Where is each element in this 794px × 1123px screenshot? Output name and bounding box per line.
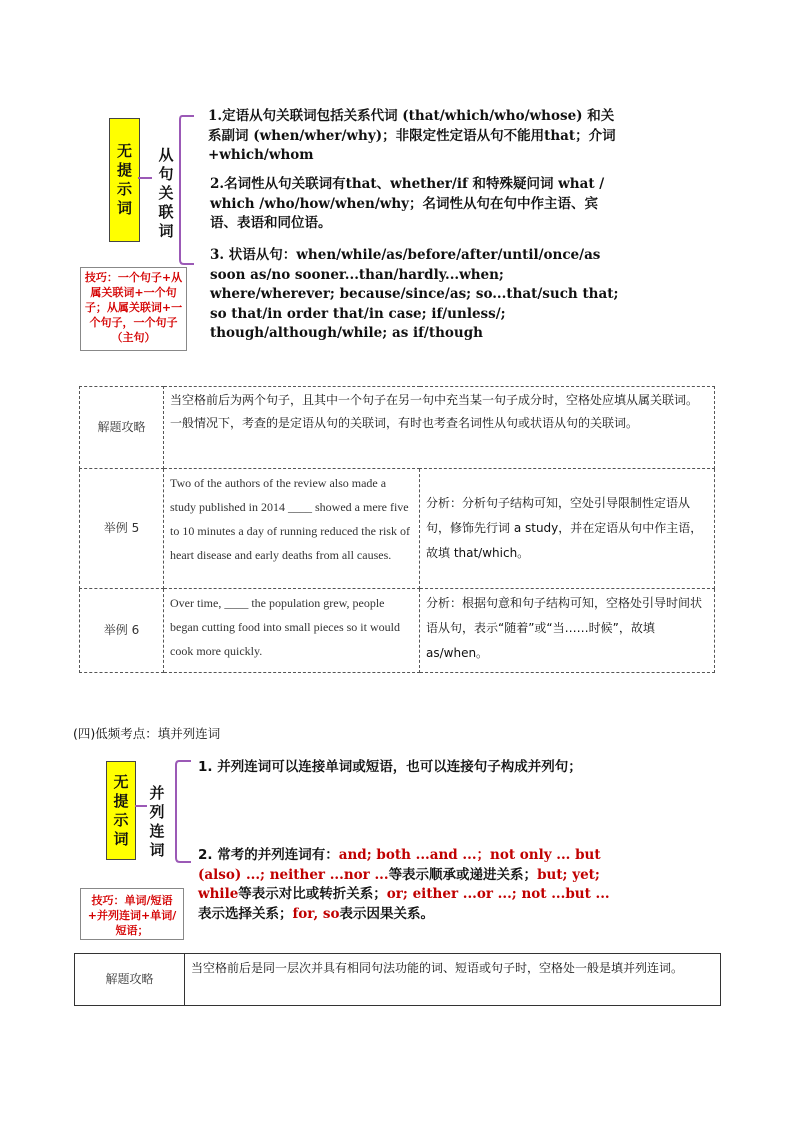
- box-char: 词: [113, 829, 129, 848]
- text-run: or; either ...or ...; not ...but ...: [386, 886, 610, 902]
- common-conjunctions-text: [198, 846, 618, 924]
- strategy-table-1: [79, 386, 715, 673]
- text-run: 表示选择关系；: [198, 905, 293, 922]
- text-run: and; both ...and ...；: [338, 847, 491, 863]
- table-cell: 当空格前后为两个句子，且其中一个句子在另一句中充当某一句子成分时，空格处应填从属关联词。一般情况下，考查的是定语从句的关联词，有时也考查名词性从句或状语从句的关联词。: [164, 387, 715, 469]
- label-char: 连: [149, 822, 165, 840]
- box-char: 示: [116, 180, 132, 198]
- label-char: 句: [158, 165, 174, 183]
- analysis-text: 分析：根据句意和句子结构可知，空格处引导时间状语从句，表示“随着”或“当……时候”，故填 as/when。: [420, 589, 715, 673]
- table-label: 解题攻略: [75, 954, 185, 1006]
- box-char: 提: [113, 791, 129, 810]
- table-row: [75, 954, 721, 1006]
- label-char: 词: [158, 222, 174, 240]
- box-char: 无: [116, 142, 132, 160]
- box-char: 词: [116, 199, 132, 217]
- text-run: for, so: [292, 905, 340, 922]
- adverbial-clause-text: 3. 状语从句：when/while/as/before/after/until/once/as soon as/no sooner...than/hardly...when; where/wherever; because/since/as; so...that/such that; so that/in order that/in case; if/unless/; though/although/while; as if/though: [210, 247, 619, 341]
- example-sentence: Over time, ____ the population grew, people began cutting food into small pieces so it would cook more quickly.: [164, 589, 420, 673]
- text-run: 表示因果关系。: [339, 905, 434, 922]
- label-char: 并: [149, 784, 165, 802]
- table-label: 举例 6: [80, 589, 164, 673]
- bracket-connector-2: [133, 756, 198, 868]
- table-cell: 当空格前后是同一层次并具有相同句法功能的词、短语或句子时，空格处一般是填并列连词。: [185, 954, 721, 1006]
- label-char: 词: [149, 841, 165, 859]
- box-char: 示: [113, 810, 129, 829]
- table-label: 解题攻略: [80, 387, 164, 469]
- tip-box-2: 技巧：单词/短语+并列连词+单词/短语；: [80, 888, 184, 940]
- table-label: 举例 5: [80, 469, 164, 589]
- table-row: [80, 469, 715, 589]
- text-run: 等表示顺承或递进关系；: [388, 866, 538, 883]
- box-char: 无: [113, 772, 129, 791]
- label-char: 关: [158, 184, 174, 202]
- strategy-table-2: [74, 953, 721, 1006]
- text-run: 2. 常考的并列连词有：: [198, 847, 339, 863]
- label-char: 列: [149, 803, 165, 821]
- text-run: 等表示对比或转折关系；: [238, 886, 387, 902]
- label-char: 从: [158, 146, 174, 164]
- conjunction-rule-text: 1. 并列连词可以连接单词或短语，也可以连接句子构成并列句；: [198, 759, 582, 775]
- table-row: [80, 387, 715, 469]
- no-hint-word-box: [106, 761, 136, 860]
- example-sentence: Two of the authors of the review also made a study published in 2014 ____ showed a mere five to 10 minutes a day of running reduced the risk of heart disease and early deaths from all causes.: [164, 469, 420, 589]
- box-char: 提: [116, 161, 132, 179]
- bracket-connector-1: [136, 110, 206, 270]
- text-run: not only ... but (also) ...; neither ...nor ...: [198, 847, 601, 883]
- tip-box-1: 技巧：一个句子+从属关联词+一个句子；从属关联词+一个句子，一个句子（主句）: [80, 267, 187, 351]
- text-run: but; yet; while: [198, 866, 600, 902]
- label-char: 联: [158, 203, 174, 221]
- noun-clause-text: 2.名词性从句关联词有that、whether/if 和特殊疑问词 what / which /who/how/when/why；名词性从句在句中作主语、宾语、表语和同位语。: [210, 176, 605, 231]
- relative-clause-text: 1.定语从句关联词包括关系代词 (that/which/who/whose) 和关系副词 (when/wher/why)；非限定性定语从句不能用that；介词+which/whom: [208, 108, 616, 163]
- analysis-text: 分析：分析句子结构可知，空处引导限制性定语从句，修饰先行词 a study，并在定语从句中作主语，故填 that/which。: [420, 469, 715, 589]
- table-row: [80, 589, 715, 673]
- section-heading: (四)低频考点：填并列连词: [73, 726, 221, 741]
